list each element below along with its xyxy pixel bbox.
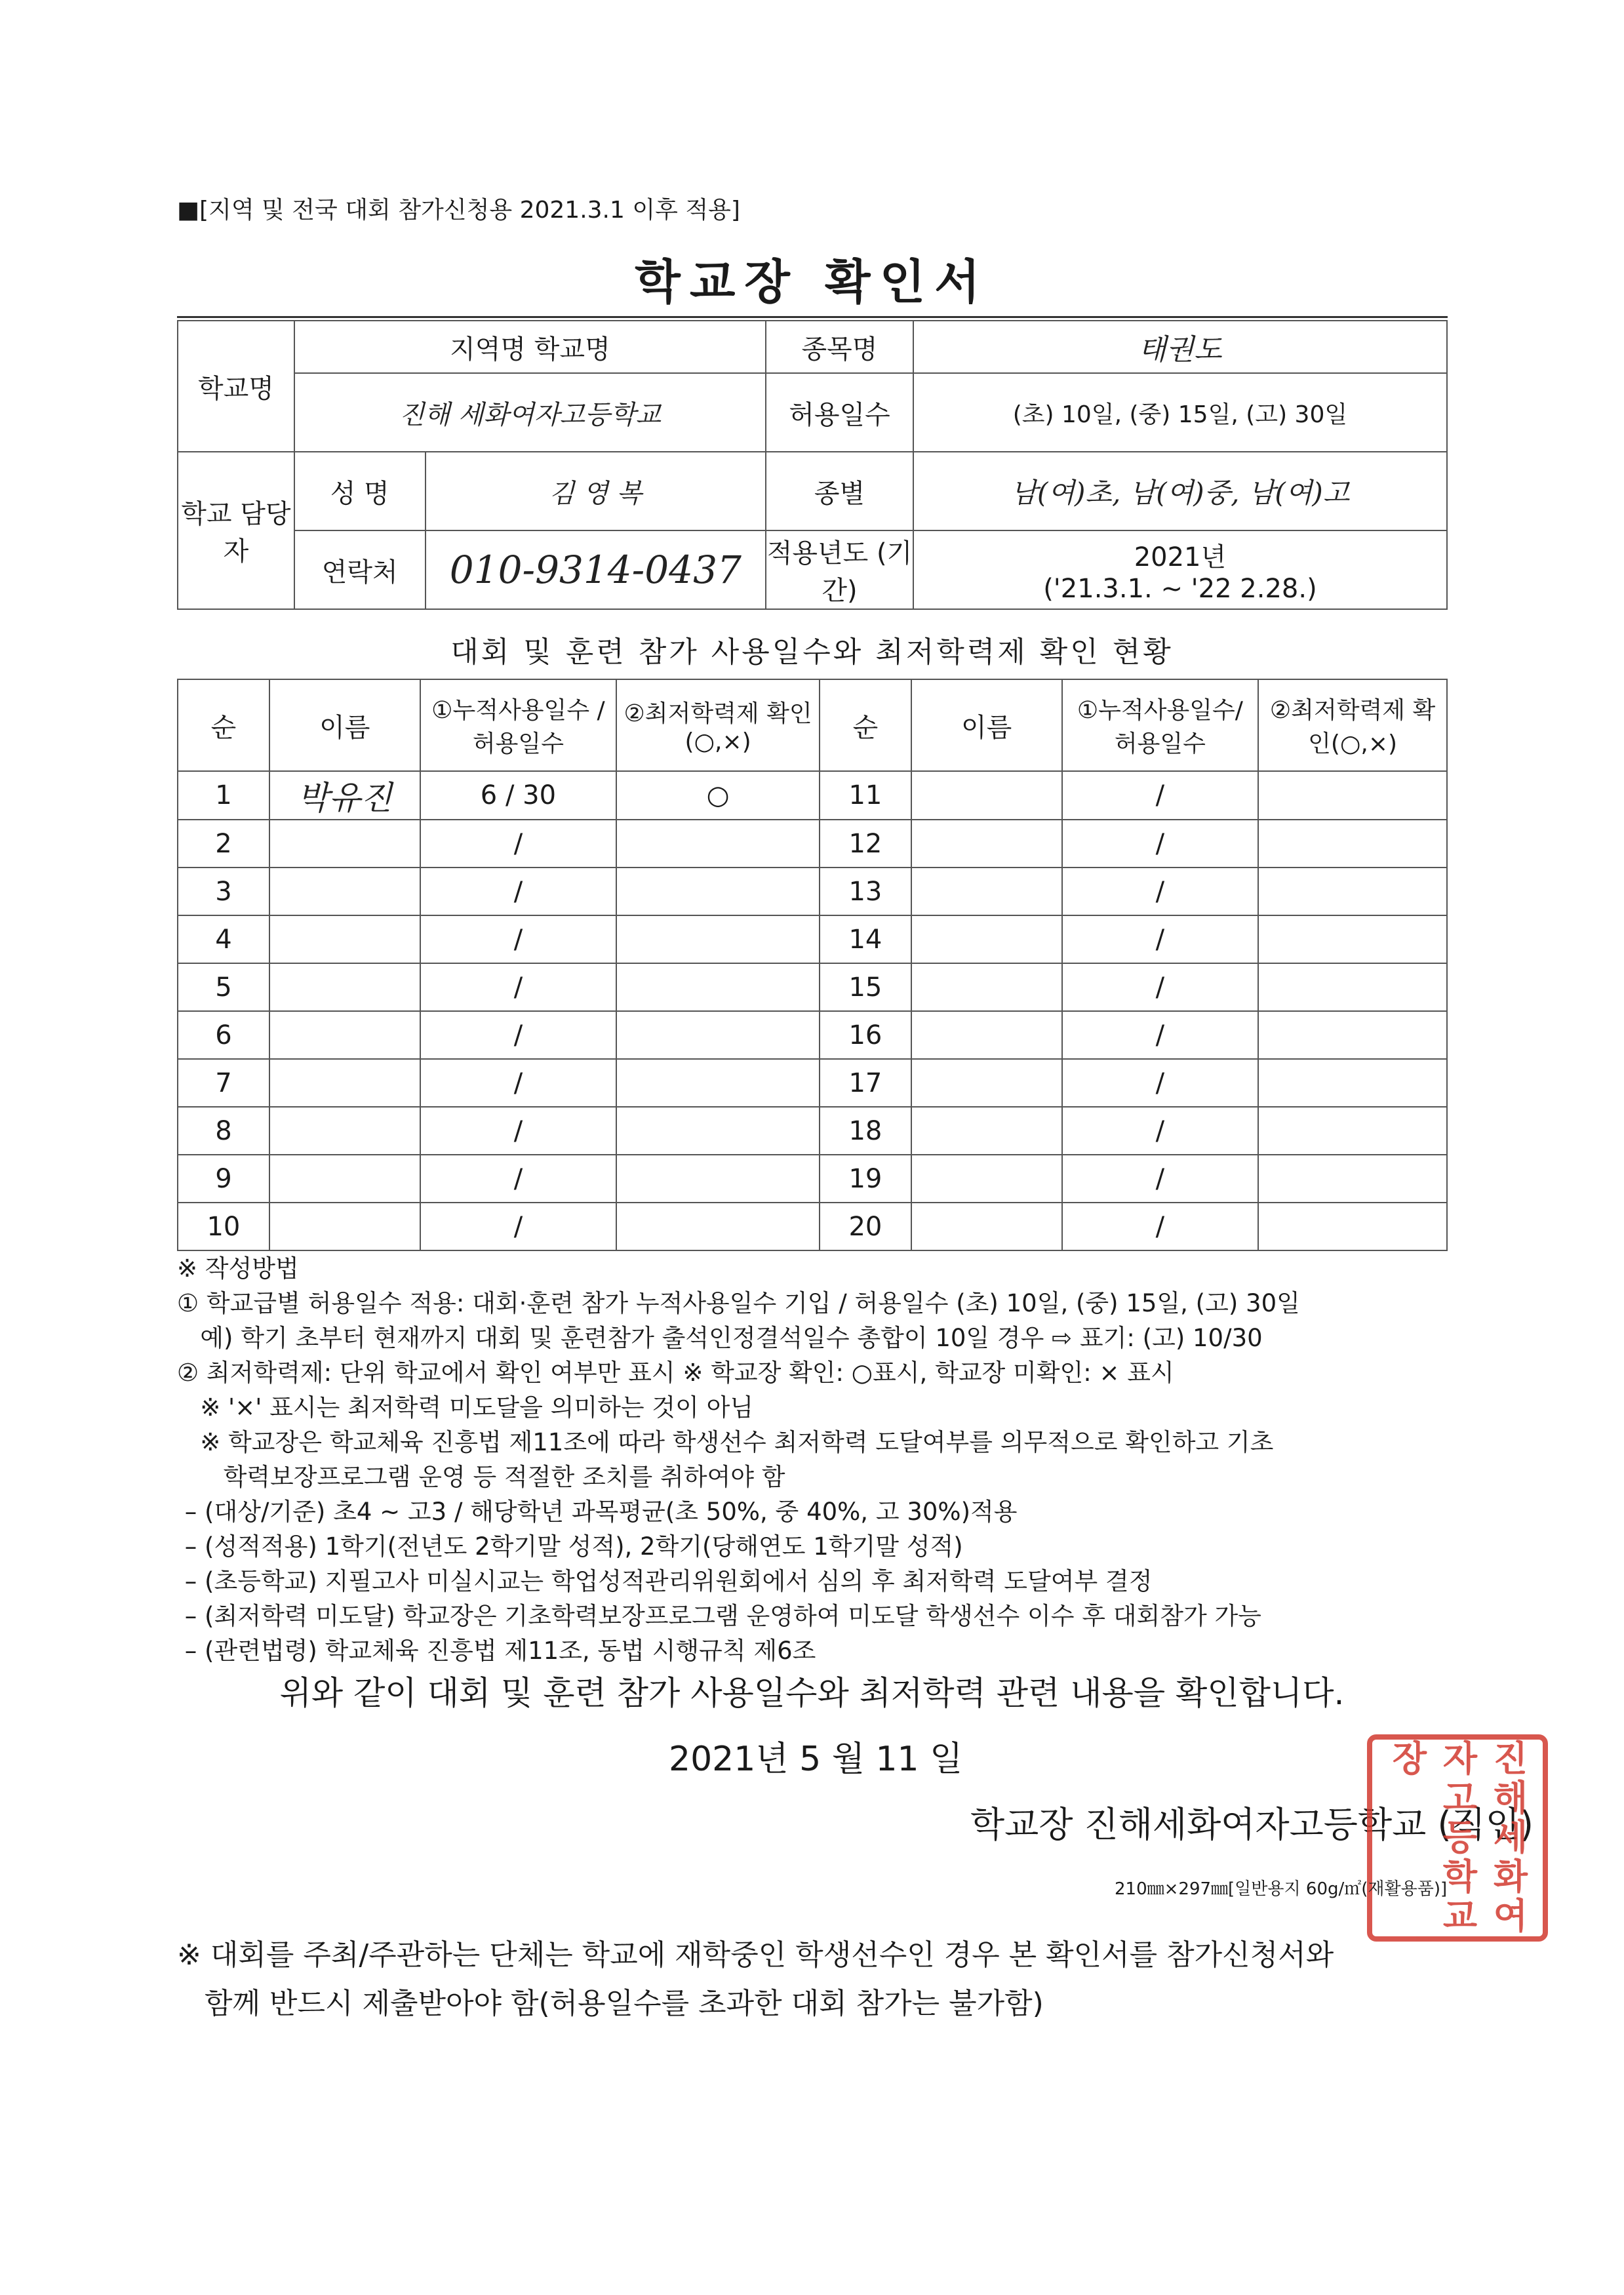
row-min: [616, 1011, 820, 1059]
guide-line: – (관련법령) 학교체육 진흥법 제11조, 동법 시행규칙 제6조: [177, 1637, 816, 1665]
guide-line: – (대상/기준) 초4 ~ 고3 / 해당학년 과목평균(초 50%, 중 40%, 고 30%)적용: [177, 1498, 1018, 1526]
row-days: /: [420, 1107, 617, 1155]
row-name: [911, 1155, 1062, 1203]
row-name: [269, 868, 420, 915]
row-min: [1258, 1011, 1447, 1059]
year-value: 2021년: [1134, 542, 1227, 572]
row-min: [1258, 963, 1447, 1011]
header-no-2: 순: [820, 679, 911, 771]
guide-line: ※ '×' 표시는 최저학력 미도달을 의미하는 것이 아님: [177, 1393, 754, 1422]
row-days: /: [420, 963, 617, 1011]
row-no: 3: [178, 868, 269, 915]
row-name: [911, 915, 1062, 963]
header-days-2: ①누적사용일수/ 허용일수: [1062, 679, 1259, 771]
table-row: [178, 963, 1447, 1011]
row-name: 박유진: [269, 771, 420, 820]
guide-line: 예) 학기 초부터 현재까지 대회 및 훈련참가 출석인정결석일수 총합이 10일 경우 ⇨ 표기: (고) 10/30: [177, 1324, 1263, 1352]
gender-label: 종별: [766, 452, 913, 530]
row-days: /: [420, 868, 617, 915]
year-cell: [913, 530, 1447, 609]
row-name: [911, 771, 1062, 820]
table-row: [178, 1011, 1447, 1059]
guide-line: – (성적적용) 1학기(전년도 2학기말 성적), 2학기(당해연도 1학기말 성적): [177, 1532, 963, 1561]
row-min: [616, 1155, 820, 1203]
row-name: [269, 1107, 420, 1155]
period-value: ('21.3.1. ~ '22 2.28.): [1043, 573, 1317, 604]
school-label: 학교명: [178, 321, 294, 452]
staff-label: 학교 담당자: [178, 452, 294, 609]
row-no: 10: [178, 1203, 269, 1250]
official-seal-stamp: 진해세화여자고등학교장: [1367, 1734, 1548, 1942]
row-days: /: [420, 1011, 617, 1059]
table-row: [178, 1203, 1447, 1250]
row-no: 20: [820, 1203, 911, 1250]
row-min: ○: [616, 771, 820, 820]
event-label: 종목명: [766, 321, 913, 373]
row-no: 12: [820, 820, 911, 868]
header-min-2: ②최저학력제 확인(○,×): [1258, 679, 1447, 771]
row-no: 1: [178, 771, 269, 820]
row-name: [911, 963, 1062, 1011]
row-no: 4: [178, 915, 269, 963]
row-min: [1258, 1059, 1447, 1107]
contact-label: 연락처: [294, 530, 426, 609]
guide-line: – (초등학교) 지필고사 미실시교는 학업성적관리위원회에서 심의 후 최저학력 도달여부 결정: [177, 1567, 1153, 1595]
table-row: [178, 868, 1447, 915]
allowed-label: 허용일수: [766, 373, 913, 452]
row-name: [911, 1203, 1062, 1250]
principal-signature: 학교장 진해세화여자고등학교 (직인): [970, 1804, 1534, 1845]
row-name: [269, 915, 420, 963]
row-no: 11: [820, 771, 911, 820]
row-days: /: [420, 1203, 617, 1250]
row-min: [616, 868, 820, 915]
row-name: [911, 1059, 1062, 1107]
header-note: ■[지역 및 전국 대회 참가신청용 2021.3.1 이후 적용]: [177, 197, 740, 224]
header-min-1: ②최저학력제 확인(○,×): [616, 679, 820, 771]
row-name: [269, 1203, 420, 1250]
staff-name-label: 성 명: [294, 452, 426, 530]
row-name: [269, 1155, 420, 1203]
table-row: [178, 1155, 1447, 1203]
footer-note: [177, 1931, 1334, 2028]
row-days: /: [1062, 1011, 1259, 1059]
row-no: 19: [820, 1155, 911, 1203]
row-no: 5: [178, 963, 269, 1011]
footer-line: ※ 대회를 주최/주관하는 단체는 학교에 재학중인 학생선수인 경우 본 확인서를 참가신청서와: [177, 1938, 1334, 1972]
row-no: 16: [820, 1011, 911, 1059]
row-min: [616, 820, 820, 868]
row-days: /: [420, 820, 617, 868]
status-table: [177, 679, 1448, 1251]
table-row: [178, 1107, 1447, 1155]
row-days: /: [1062, 963, 1259, 1011]
row-min: [616, 963, 820, 1011]
row-days: /: [1062, 1107, 1259, 1155]
row-no: 9: [178, 1155, 269, 1203]
event-value: 태권도: [913, 321, 1447, 373]
row-name: [911, 868, 1062, 915]
confirm-text: 위와 같이 대회 및 훈련 참가 사용일수와 최저학력 관련 내용을 확인합니다.: [279, 1674, 1345, 1712]
title-divider: [177, 316, 1448, 318]
guide-line: ② 최저학력제: 단위 학교에서 확인 여부만 표시 ※ 학교장 확인: ○표시, 학교장 미확인: × 표시: [177, 1359, 1174, 1387]
table-row: [178, 771, 1447, 820]
row-days: /: [1062, 771, 1259, 820]
paper-size-note: 210㎜×297㎜[일반용지 60g/㎡(재활용품)]: [1115, 1879, 1448, 1899]
row-min: [1258, 1203, 1447, 1250]
row-min: [616, 1107, 820, 1155]
row-no: 7: [178, 1059, 269, 1107]
row-days: /: [1062, 1203, 1259, 1250]
row-no: 13: [820, 868, 911, 915]
contact-value: 010-9314-0437: [426, 530, 766, 609]
staff-name: 김 영 복: [426, 452, 766, 530]
document-title: 학교장 확인서: [635, 254, 989, 309]
row-days: 6 / 30: [420, 771, 617, 820]
row-days: /: [420, 1059, 617, 1107]
table-row: [178, 820, 1447, 868]
row-no: 6: [178, 1011, 269, 1059]
writing-guide: [177, 1251, 1300, 1668]
gender-value: 남(여)초, 남(여)중, 남(여)고: [913, 452, 1447, 530]
table-row: [178, 915, 1447, 963]
guide-line: ① 학교급별 허용일수 적용: 대회·훈련 참가 누적사용일수 기입 / 허용일수 (초) 10일, (중) 15일, (고) 30일: [177, 1289, 1300, 1317]
issue-date: 2021년 5 월 11 일: [669, 1740, 963, 1779]
row-name: [911, 1107, 1062, 1155]
row-days: /: [420, 1155, 617, 1203]
row-no: 2: [178, 820, 269, 868]
row-no: 8: [178, 1107, 269, 1155]
allowed-value: (초) 10일, (중) 15일, (고) 30일: [913, 373, 1447, 452]
row-min: [1258, 868, 1447, 915]
row-days: /: [1062, 915, 1259, 963]
row-name: [269, 820, 420, 868]
school-name: 진해 세화여자고등학교: [294, 373, 766, 452]
header-no-1: 순: [178, 679, 269, 771]
info-table: [177, 320, 1448, 610]
row-no: 14: [820, 915, 911, 963]
row-days: /: [1062, 1059, 1259, 1107]
row-name: [269, 963, 420, 1011]
header-name-1: 이름: [269, 679, 420, 771]
row-min: [1258, 771, 1447, 820]
row-days: /: [1062, 820, 1259, 868]
row-days: /: [1062, 868, 1259, 915]
header-days-1: ①누적사용일수 /허용일수: [420, 679, 617, 771]
row-days: /: [1062, 1155, 1259, 1203]
section-title: 대회 및 훈련 참가 사용일수와 최저학력제 확인 현황: [450, 635, 1174, 669]
year-label: 적용년도 (기간): [766, 530, 913, 609]
row-no: 17: [820, 1059, 911, 1107]
guide-line: ※ 학교장은 학교체육 진흥법 제11조에 따라 학생선수 최저학력 도달여부를 의무적으로 확인하고 기초: [177, 1428, 1274, 1456]
row-name: [911, 820, 1062, 868]
row-min: [1258, 915, 1447, 963]
row-no: 15: [820, 963, 911, 1011]
row-name: [269, 1059, 420, 1107]
header-name-2: 이름: [911, 679, 1062, 771]
guide-line: – (최저학력 미도달) 학교장은 기초학력보장프로그램 운영하여 미도달 학생선수 이수 후 대회참가 가능: [177, 1602, 1261, 1630]
row-name: [911, 1011, 1062, 1059]
table-row: [178, 1059, 1447, 1107]
row-name: [269, 1011, 420, 1059]
row-min: [616, 1203, 820, 1250]
guide-line: 학력보장프로그램 운영 등 적절한 조치를 취하여야 함: [177, 1463, 785, 1491]
row-min: [616, 915, 820, 963]
row-no: 18: [820, 1107, 911, 1155]
footer-line: 함께 반드시 제출받아야 함(허용일수를 초과한 대회 참가는 불가함): [177, 1987, 1044, 2020]
row-min: [1258, 820, 1447, 868]
row-min: [1258, 1107, 1447, 1155]
row-min: [1258, 1155, 1447, 1203]
status-rows: [178, 771, 1447, 1250]
row-days: /: [420, 915, 617, 963]
row-min: [616, 1059, 820, 1107]
guide-line: ※ 작성방법: [177, 1254, 299, 1283]
school-sub-label: 지역명 학교명: [294, 321, 766, 373]
